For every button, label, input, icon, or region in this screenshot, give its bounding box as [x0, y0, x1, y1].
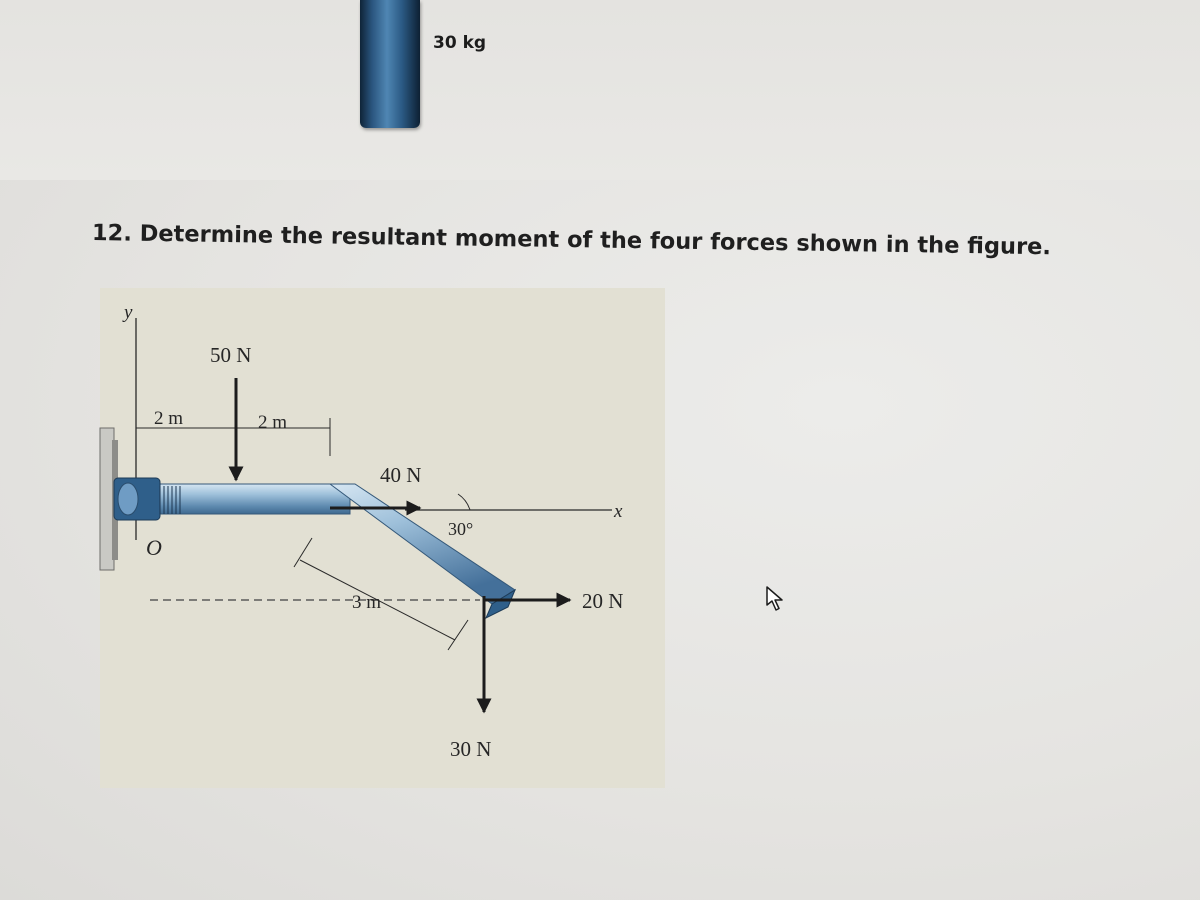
force-30n-label: 30 N — [450, 737, 492, 761]
force-50n-label: 50 N — [210, 343, 252, 367]
figure-panel — [100, 288, 665, 788]
mass-label: 30 kg — [433, 33, 487, 53]
y-axis-label: y — [124, 302, 133, 323]
origin-label: O — [146, 535, 162, 560]
dim-2m-right: 2 m — [258, 412, 288, 433]
mouse-pointer-icon — [765, 585, 787, 613]
question-text: 12. Determine the resultant moment of the four forces shown in the figure. — [91, 220, 1052, 261]
dim-2m-left: 2 m — [154, 408, 184, 429]
wall-plate — [100, 428, 114, 570]
x-axis-label: x — [614, 501, 623, 522]
force-20n-label: 20 N — [582, 589, 624, 613]
dim-3m-label: 3 m — [352, 592, 382, 613]
rod-end-cap — [118, 483, 138, 515]
force-40n-label: 40 N — [380, 463, 422, 487]
angle-label: 30° — [448, 519, 474, 539]
